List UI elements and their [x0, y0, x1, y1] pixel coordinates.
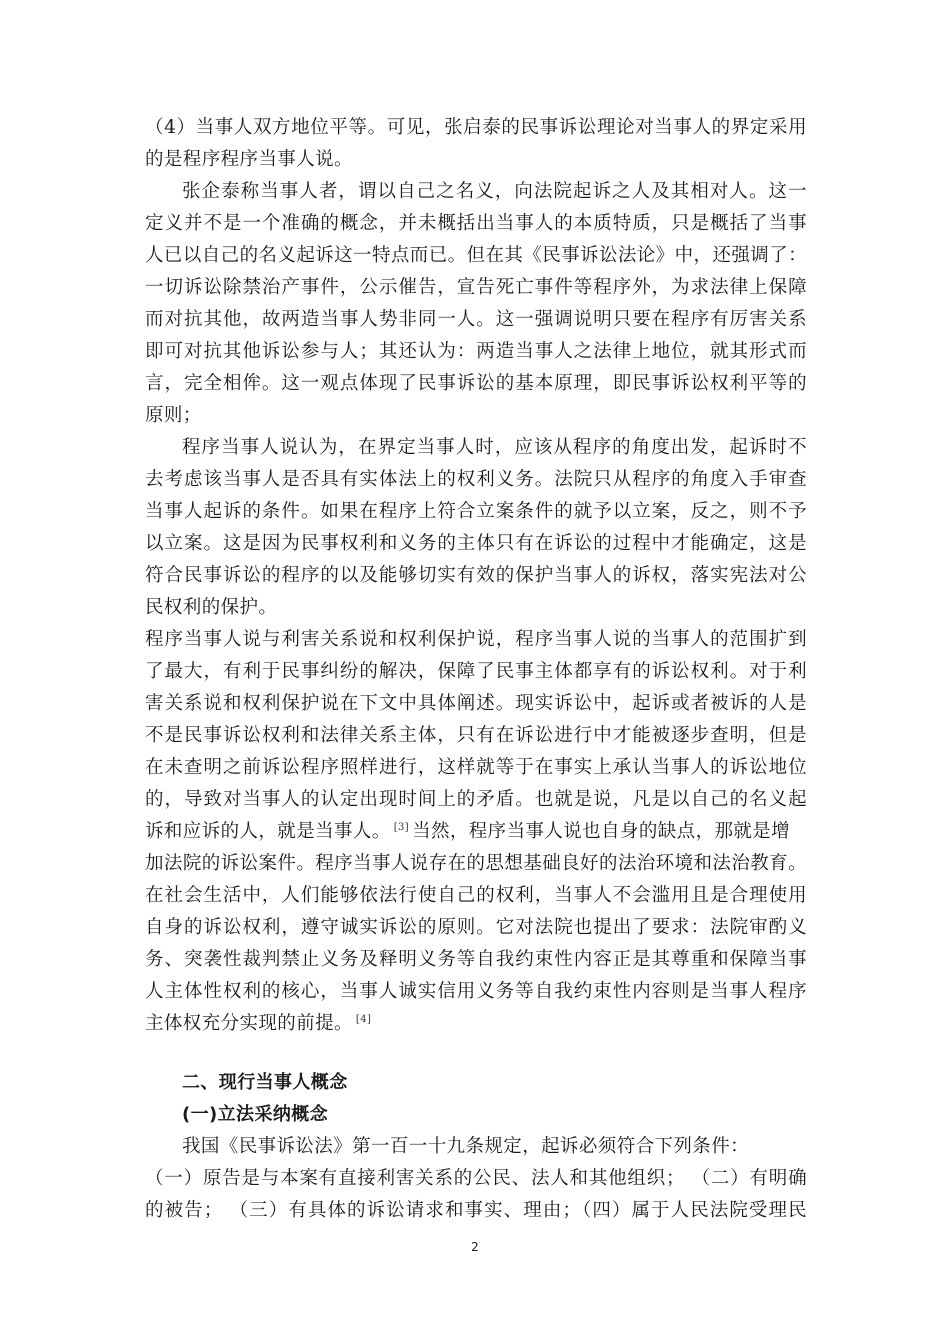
paragraph-line-with-citation [145, 816, 807, 848]
paragraph-line: 去考虑该当事人是否具有实体法上的权利义务。法院只从程序的角度入手审查 [145, 469, 807, 490]
paragraph-line: 定义并不是一个准确的概念，并未概括出当事人的本质特质，只是概括了当事 [145, 213, 807, 234]
line-text: 诉和应诉的人，就是当事人。 [145, 821, 391, 842]
paragraph-line: （一）原告是与本案有直接利害关系的公民、法人和其他组织； （二）有明确 [145, 1168, 807, 1189]
paragraph-line: 人已以自己的名义起诉这一特点而已。但在其《民事诉讼法论》中，还强调了： [145, 245, 807, 266]
paragraph-line: 的，导致对当事人的认定出现时间上的矛盾。也就是说，凡是以自己的名义起 [145, 789, 807, 810]
line-text: 当然，程序当事人说也自身的缺点，那就是增 [412, 821, 791, 842]
paragraph-line: 以立案。这是因为民事权利和义务的主体只有在诉讼的过程中才能确定，这是 [145, 533, 807, 554]
page-number: 2 [471, 1240, 479, 1254]
paragraph-line: 人主体性权利的核心，当事人诚实信用义务等自我约束性内容则是当事人程序 [145, 981, 807, 1002]
subsection-heading: (一)立法采纳概念 [182, 1104, 329, 1125]
paragraph-line: 不是民事诉讼权利和法律关系主体，只有在诉讼进行中才能被逐步查明，但是 [145, 725, 807, 746]
paragraph-line: 程序当事人说认为，在界定当事人时，应该从程序的角度出发，起诉时不 [182, 437, 807, 458]
body-text [145, 112, 807, 1227]
paragraph-line: 符合民事诉讼的程序的以及能够切实有效的保护当事人的诉权，落实宪法对公 [145, 565, 807, 586]
paragraph-line: 了最大，有利于民事纠纷的解决，保障了民事主体都享有的诉讼权利。对于利 [145, 661, 807, 682]
paragraph-line: 当事人起诉的条件。如果在程序上符合立案条件的就予以立案，反之，则不予 [145, 501, 807, 522]
paragraph-line: 务、突袭性裁判禁止义务及释明义务等自我约束性内容正是其尊重和保障当事 [145, 949, 807, 970]
paragraph-line: 在未查明之前诉讼程序照样进行，这样就等于在事实上承认当事人的诉讼地位 [145, 757, 807, 778]
paragraph-line: 张企泰称当事人者，谓以自己之名义，向法院起诉之人及其相对人。这一 [182, 181, 807, 202]
paragraph-line: 一切诉讼除禁治产事件，公示催告，宣告死亡事件等程序外，为求法律上保障 [145, 277, 807, 298]
citation-mark: [4] [355, 1013, 372, 1025]
paragraph-line: 的被告； （三）有具体的诉讼请求和事实、理由；（四）属于人民法院受理民 [145, 1200, 807, 1221]
paragraph-line: 害关系说和权利保护说在下文中具体阐述。现实诉讼中，起诉或者被诉的人是 [145, 693, 807, 714]
paragraph-line: 即可对抗其他诉讼参与人；其还认为：两造当事人之法律上地位，就其形式而 [145, 341, 807, 362]
paragraph-line: （4）当事人双方地位平等。可见，张启泰的民事诉讼理论对当事人的界定采用 [145, 117, 807, 138]
line-text: 主体权充分实现的前提。 [145, 1013, 353, 1034]
paragraph-line: 我国《民事诉讼法》第一百一十九条规定，起诉必须符合下列条件： [182, 1136, 750, 1157]
spacer [145, 1040, 807, 1067]
paragraph-line: 的是程序程序当事人说。 [145, 149, 353, 170]
paragraph-line: 程序当事人说与利害关系说和权利保护说，程序当事人说的当事人的范围扩到 [145, 629, 807, 650]
section-heading: 二、现行当事人概念 [182, 1072, 348, 1093]
paragraph-line: 加法院的诉讼案件。程序当事人说存在的思想基础良好的法治环境和法治教育。 [145, 853, 807, 874]
paragraph-line: 而对抗其他，故两造当事人势非同一人。这一强调说明只要在程序有厉害关系 [145, 309, 807, 330]
paragraph-line: 民权利的保护。 [145, 597, 278, 618]
paragraph-line: 原则； [145, 405, 202, 426]
paragraph-line-with-citation [145, 1008, 807, 1040]
citation-mark: [3] [393, 821, 410, 833]
paragraph-line: 言，完全相侔。这一观点体现了民事诉讼的基本原理，即民事诉讼权利平等的 [145, 373, 807, 394]
paragraph-line: 在社会生活中，人们能够依法行使自己的权利，当事人不会滥用且是合理使用 [145, 885, 807, 906]
paragraph-line: 自身的诉讼权利，遵守诚实诉讼的原则。它对法院也提出了要求：法院审酌义 [145, 917, 807, 938]
